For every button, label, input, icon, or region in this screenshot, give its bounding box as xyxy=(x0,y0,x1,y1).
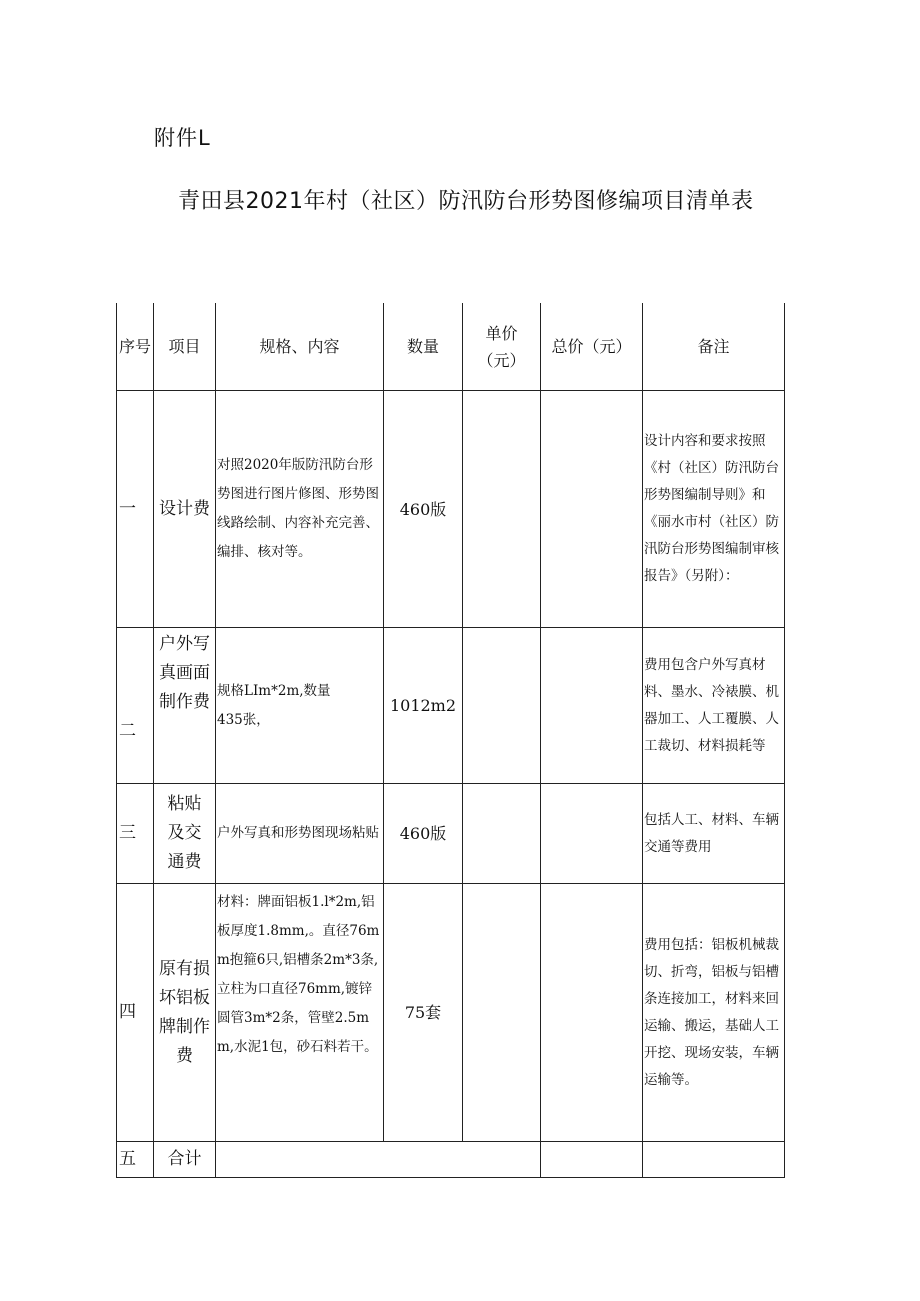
row-seq: 二 xyxy=(117,628,154,784)
col-header-total-price: 总价（元） xyxy=(541,303,643,391)
total-note xyxy=(643,1142,785,1178)
total-seq: 五 xyxy=(117,1142,154,1178)
row-total-price xyxy=(541,628,643,784)
row-note: 包括人工、材料、车辆交通等费用 xyxy=(643,784,785,884)
row-note: 费用包括：铝板机械裁切、折弯，铝板与铝槽条连接加工，材料来回运输、搬运，基础人工开挖、现场安装，车辆运输等。 xyxy=(643,884,785,1142)
col-header-note: 备注 xyxy=(643,303,785,391)
row-item: 原有损坏铝板牌制作费 xyxy=(154,884,216,1142)
row-spec: 对照2020年版防汛防台形势图进行图片修图、形势图线路绘制、内容补充完善、编排、核对等。 xyxy=(216,391,384,628)
row-spec: 材料：牌面铝板1.l*2m,铝板厚度1.8mm,。直径76mm抱箍6只,铝槽条2m*3条,立柱为口直径76mm,镀锌圆管3m*2条，管壁2.5mm,水泥1包，砂石料若干。 xyxy=(216,884,384,1142)
table-total-row xyxy=(117,1142,785,1178)
table-row xyxy=(117,784,785,884)
row-total-price xyxy=(541,784,643,884)
document-title: 青田县2021年村（社区）防汛防台形势图修编项目清单表 xyxy=(178,189,754,214)
row-note: 费用包含户外写真材料、墨水、冷裱膜、机器加工、人工覆膜、人工裁切、材料损耗等 xyxy=(643,628,785,784)
row-qty: 1012m2 xyxy=(384,628,463,784)
col-header-item: 项目 xyxy=(154,303,216,391)
row-seq: 一 xyxy=(117,391,154,628)
row-qty: 75套 xyxy=(384,884,463,1142)
table-row xyxy=(117,628,785,784)
total-price xyxy=(541,1142,643,1178)
col-header-qty: 数量 xyxy=(384,303,463,391)
row-unit-price xyxy=(463,391,541,628)
total-label: 合计 xyxy=(154,1142,216,1178)
annex-label: 附件L xyxy=(154,126,211,150)
row-seq: 三 xyxy=(117,784,154,884)
row-spec: 规格LIm*2m,数量 435张， xyxy=(216,628,384,784)
table-row xyxy=(117,391,785,628)
row-qty: 460版 xyxy=(384,784,463,884)
row-unit-price xyxy=(463,884,541,1142)
row-item: 设计费 xyxy=(154,391,216,628)
row-seq: 四 xyxy=(117,884,154,1142)
total-merged-cell xyxy=(216,1142,541,1178)
row-total-price xyxy=(541,391,643,628)
row-item: 粘贴及交通费 xyxy=(154,784,216,884)
col-header-spec: 规格、内容 xyxy=(216,303,384,391)
row-note: 设计内容和要求按照《村（社区）防汛防台形势图编制导则》和《丽水市村（社区）防汛防台形势图编制审核报告》（另附）： xyxy=(643,391,785,628)
row-spec: 户外写真和形势图现场粘贴 xyxy=(216,784,384,884)
row-total-price xyxy=(541,884,643,1142)
col-header-seq: 序号 xyxy=(117,303,154,391)
item-list-table xyxy=(116,303,785,1178)
col-header-unit-price: 单价 （元） xyxy=(463,303,541,391)
table-row xyxy=(117,884,785,1142)
row-item: 户外写真画面制作费 xyxy=(154,628,216,784)
row-qty: 460版 xyxy=(384,391,463,628)
row-unit-price xyxy=(463,784,541,884)
table-header-row xyxy=(117,303,785,391)
row-unit-price xyxy=(463,628,541,784)
